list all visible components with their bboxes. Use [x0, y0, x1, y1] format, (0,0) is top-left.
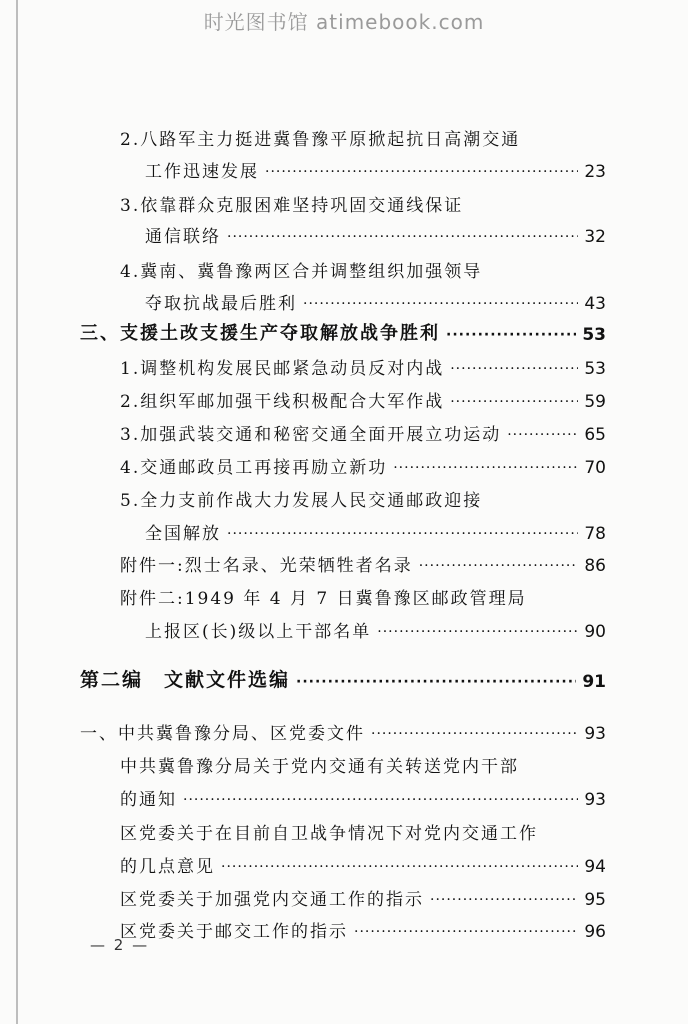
page-number-footer: — 2 —	[90, 936, 150, 954]
toc-page-number: 93	[584, 790, 606, 810]
toc-entry	[120, 413, 606, 445]
toc-page-number: 96	[584, 922, 606, 942]
toc-section-heading	[80, 313, 606, 345]
toc-page-number: 65	[584, 425, 606, 445]
page-edge-line	[16, 0, 18, 1024]
leader-dots	[227, 524, 578, 544]
toc-entry	[145, 215, 606, 247]
toc-entry	[120, 812, 593, 844]
leader-dots	[354, 922, 578, 942]
toc-part-heading	[80, 660, 606, 692]
toc-entry-title: 工作迅速发展	[145, 162, 259, 182]
toc-entry-title: 5.全力支前作战大力发展人民交通邮政迎接	[120, 491, 483, 511]
toc-entry	[120, 544, 606, 576]
toc-entry-title: 的通知	[120, 790, 177, 810]
toc-entry-title: 的几点意见	[120, 857, 215, 877]
toc-entry	[120, 577, 568, 609]
toc-entry-title: 3.依靠群众克服困难坚持巩固交通线保证	[120, 196, 464, 216]
toc-entry	[145, 610, 606, 642]
toc-entry-title: 区党委关于邮交工作的指示	[120, 922, 348, 942]
toc-page-number: 93	[584, 724, 606, 744]
toc-entry	[145, 282, 606, 314]
leader-dots	[450, 359, 578, 379]
toc-entry-title: 4.冀南、冀鲁豫两区合并调整组织加强领导	[120, 262, 483, 282]
toc-page-number: 86	[584, 556, 606, 576]
toc-page-number: 53	[584, 359, 606, 379]
leader-dots	[227, 227, 578, 247]
toc-section-heading	[80, 712, 606, 744]
toc-entry-title: 一、中共冀鲁豫分局、区党委文件	[80, 724, 365, 744]
toc-entry	[120, 778, 606, 810]
watermark: 时光图书馆 atimebook.com	[203, 10, 485, 34]
leader-dots	[371, 724, 578, 744]
toc-entry-title: 区党委关于在目前自卫战争情况下对党内交通工作	[120, 824, 538, 844]
leader-dots	[183, 790, 578, 810]
toc-entry	[120, 250, 568, 282]
toc-entry-title: 三、支援土改支援生产夺取解放战争胜利	[80, 323, 440, 344]
toc-entry-title: 2.八路军主力挺进冀鲁豫平原掀起抗日高潮交通	[120, 130, 521, 150]
toc-entry-title: 3.加强武装交通和秘密交通全面开展立功运动	[120, 425, 502, 445]
toc-page-number: 95	[584, 890, 606, 910]
toc-entry-title: 第二编 文献文件选编	[80, 669, 291, 691]
toc-page-number: 32	[584, 227, 606, 247]
toc-entry	[120, 118, 596, 150]
toc-page-number: 78	[584, 524, 606, 544]
toc-entry	[145, 512, 606, 544]
leader-dots	[507, 425, 578, 445]
toc-entry-title: 上报区(长)级以上干部名单	[145, 622, 372, 642]
toc-entry-title: 附件一:烈士名录、光荣牺牲者名录	[120, 556, 413, 576]
leader-dots	[393, 458, 578, 478]
toc-page-number: 59	[584, 392, 606, 412]
toc-entry	[120, 845, 606, 877]
toc-entry	[120, 380, 606, 412]
leader-dots	[446, 325, 576, 345]
toc-entry-title: 4.交通邮政员工再接再励立新功	[120, 458, 388, 478]
toc-entry	[120, 479, 568, 511]
toc-entry-title: 2.组织军邮加强干线积极配合大军作战	[120, 392, 445, 412]
leader-dots	[450, 392, 578, 412]
leader-dots	[296, 672, 576, 692]
leader-dots	[430, 890, 578, 910]
toc-entry	[120, 878, 606, 910]
toc-page-number: 23	[584, 162, 606, 182]
toc-entry-title: 中共冀鲁豫分局关于党内交通有关转送党内干部	[120, 757, 519, 777]
toc-entry	[120, 745, 588, 777]
leader-dots	[303, 294, 578, 314]
toc-entry	[120, 910, 606, 942]
toc-page-number: 94	[584, 857, 606, 877]
toc-entry	[145, 150, 606, 182]
leader-dots	[419, 556, 579, 576]
toc-entry	[120, 446, 606, 478]
toc-entry-title: 区党委关于加强党内交通工作的指示	[120, 890, 424, 910]
toc-entry-title: 附件二:1949 年 4 月 7 日冀鲁豫区邮政管理局	[120, 589, 527, 609]
toc-entry	[120, 184, 568, 216]
toc-entry-title: 1.调整机构发展民邮紧急动员反对内战	[120, 359, 445, 379]
toc-page-number: 53	[582, 325, 606, 345]
toc-entry-title: 夺取抗战最后胜利	[145, 294, 297, 314]
toc-page-number: 90	[584, 622, 606, 642]
toc-entry	[120, 347, 606, 379]
toc-entry-title: 通信联络	[145, 227, 221, 247]
toc-page-number: 70	[584, 458, 606, 478]
leader-dots	[265, 162, 578, 182]
toc-page-number: 43	[584, 294, 606, 314]
leader-dots	[377, 622, 578, 642]
leader-dots	[221, 857, 578, 877]
toc-entry-title: 全国解放	[145, 524, 221, 544]
toc-page-number: 91	[582, 672, 606, 692]
